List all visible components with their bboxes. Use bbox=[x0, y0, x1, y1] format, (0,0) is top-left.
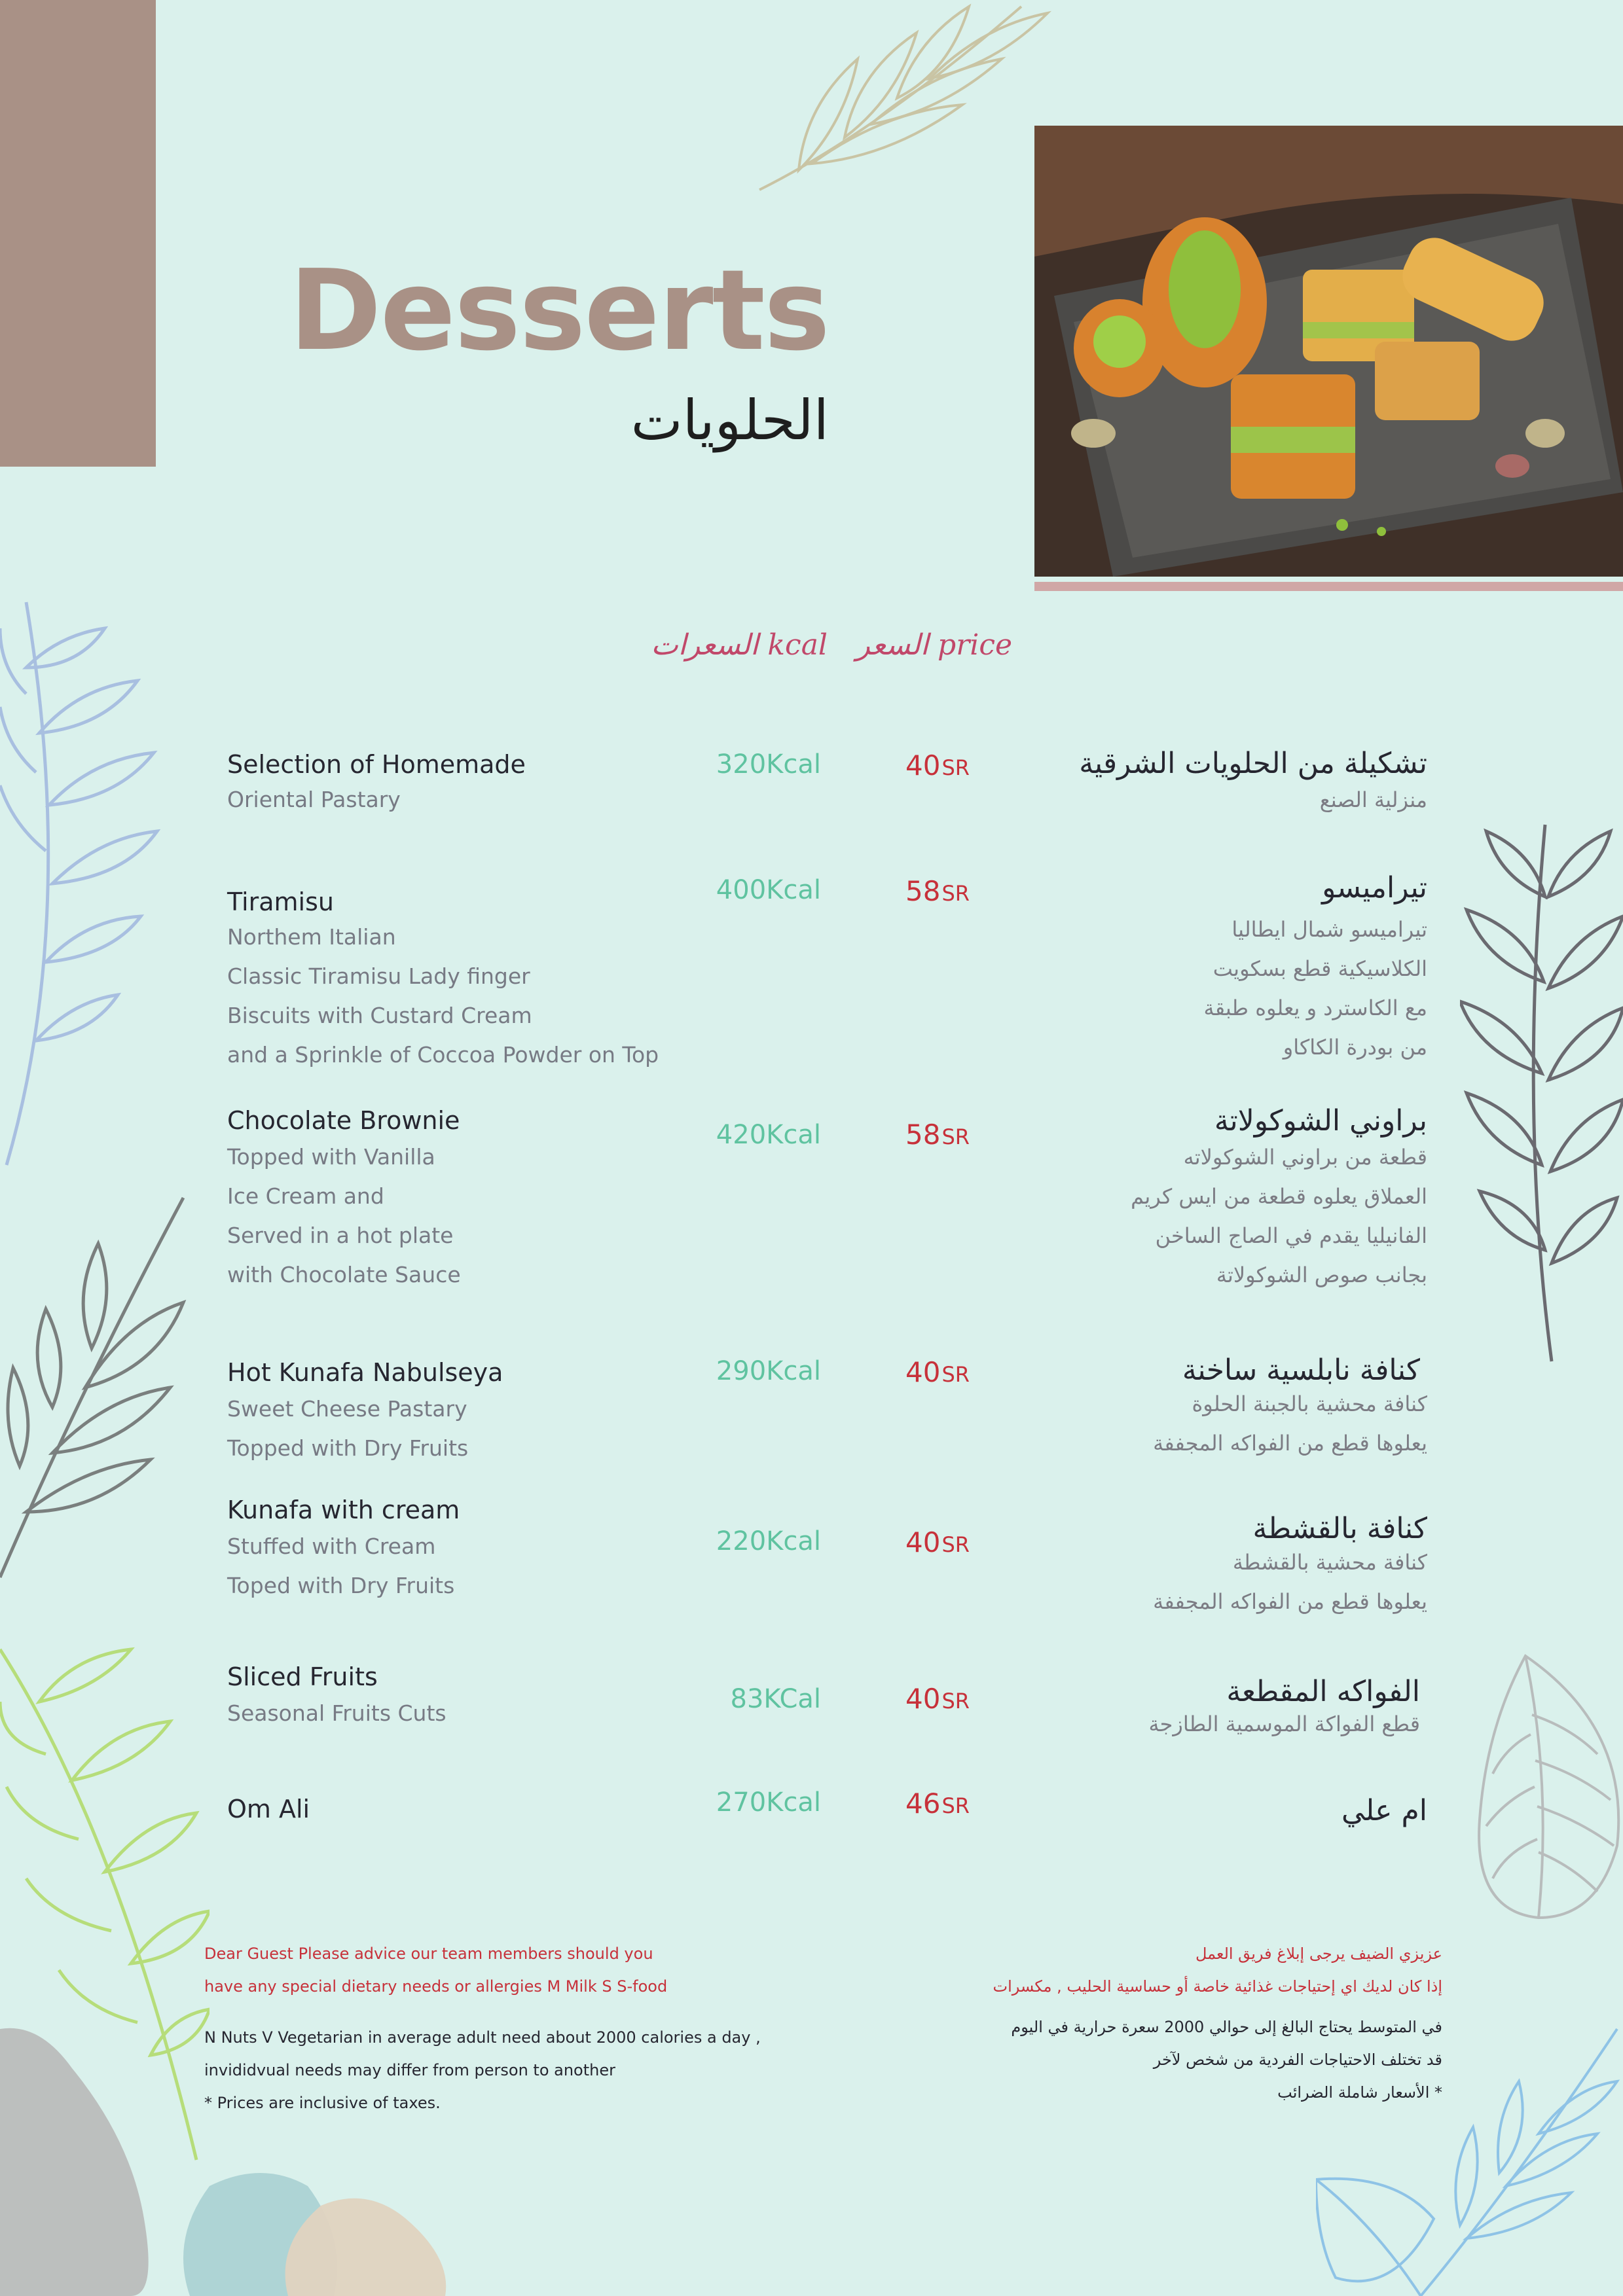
item-desc-ar-line: الفانيليا يقدم في الصاج الساخن bbox=[1155, 1223, 1427, 1248]
item-desc-en-line: Toped with Dry Fruits bbox=[227, 1573, 455, 1598]
left-gray-fern-decoration bbox=[0, 1172, 190, 1590]
item-kcal: 220Kcal bbox=[716, 1526, 821, 1556]
item-name-ar: كنافة بالقشطة bbox=[1252, 1512, 1427, 1545]
footer-line: في المتوسط يحتاج البالغ إلى حوالي 2000 سعرة حرارية في اليوم bbox=[1011, 2018, 1442, 2036]
item-desc-ar-line: من بودرة الكاكاو bbox=[1283, 1035, 1427, 1060]
item-name-en: Kunafa with cream bbox=[227, 1496, 460, 1524]
item-name-en: Sliced Fruits bbox=[227, 1662, 378, 1691]
item-desc-en-line: and a Sprinkle of Coccoa Powder on Top bbox=[227, 1042, 659, 1067]
item-kcal: 320Kcal bbox=[716, 749, 821, 780]
item-desc-ar bbox=[1153, 1384, 1427, 1463]
item-price bbox=[905, 1789, 970, 1820]
footer-line: * Prices are inclusive of taxes. bbox=[204, 2094, 441, 2112]
item-name-en: Hot Kunafa Nabulseya bbox=[227, 1358, 503, 1387]
item-desc-en-line: Served in a hot plate bbox=[227, 1223, 454, 1248]
left-blue-fern-decoration bbox=[0, 589, 170, 1178]
dessert-photo bbox=[1034, 126, 1623, 577]
item-desc-en-line: Oriental Pastary bbox=[227, 787, 401, 812]
item-desc-en-line: Northem Italian bbox=[227, 924, 396, 950]
currency: SR bbox=[941, 881, 970, 906]
item-desc-ar-line: مع الكاسترد و يعلوه طبقة bbox=[1203, 996, 1427, 1020]
item-desc-ar bbox=[1320, 780, 1427, 819]
photo-underline bbox=[1034, 582, 1623, 591]
item-desc-ar-line: قطع الفواكة الموسمية الطازجة bbox=[1148, 1712, 1420, 1736]
item-price bbox=[905, 1121, 970, 1151]
item-name-en: Chocolate Brownie bbox=[227, 1106, 460, 1135]
footer-line: N Nuts V Vegetarian in average adult need about 2000 calories a day , bbox=[204, 2028, 761, 2047]
currency: SR bbox=[941, 1362, 970, 1387]
item-name-en: Tiramisu bbox=[227, 888, 334, 916]
item-desc-en bbox=[227, 1694, 447, 1733]
footer-line: قد تختلف الاحتياجات الفردية من شخص لآخر bbox=[1153, 2051, 1442, 2069]
price-value: 40 bbox=[905, 1683, 941, 1715]
right-gray-fern-decoration bbox=[1460, 818, 1623, 1368]
accent-block bbox=[0, 0, 156, 467]
item-name-ar: الفواكه المقطعة bbox=[1226, 1675, 1420, 1708]
item-kcal: 400Kcal bbox=[716, 875, 821, 905]
price-value: 40 bbox=[905, 1356, 941, 1388]
currency: SR bbox=[941, 755, 970, 780]
item-desc-ar-line: كنافة محشية بالجبنة الحلوة bbox=[1192, 1391, 1427, 1416]
footer-line: عزيزي الضيف يرجى إبلاغ فريق العمل bbox=[1195, 1945, 1442, 1963]
item-price bbox=[905, 877, 970, 908]
item-desc-ar-line: قطعة من براوني الشوكولاته bbox=[1183, 1145, 1427, 1170]
item-name-en: Om Ali bbox=[227, 1795, 310, 1823]
item-desc-en-line: Classic Tiramisu Lady finger bbox=[227, 963, 530, 989]
item-desc-ar bbox=[1131, 1138, 1427, 1295]
footer-line: * الأسعار شاملة الضرائب bbox=[1277, 2083, 1442, 2102]
item-name-ar: تشكيلة من الحلويات الشرقية bbox=[1079, 747, 1427, 780]
footer-line: Dear Guest Please advice our team members should you bbox=[204, 1945, 653, 1963]
item-name-ar: كنافة نابلسية ساخنة bbox=[1182, 1354, 1420, 1387]
item-name-ar: تيراميسو bbox=[1322, 871, 1427, 905]
item-desc-en bbox=[227, 1527, 454, 1605]
item-name-ar: براوني الشوكولاتة bbox=[1214, 1104, 1427, 1138]
item-price bbox=[905, 1358, 970, 1389]
item-desc-ar bbox=[1148, 1704, 1420, 1744]
item-name-en: Selection of Homemade bbox=[227, 750, 526, 779]
price-value: 58 bbox=[905, 875, 941, 907]
page-title: Desserts bbox=[289, 246, 829, 376]
kcal-column-header: kcal السعرات bbox=[651, 628, 828, 662]
price-column-header: price السعر bbox=[856, 628, 1012, 662]
currency: SR bbox=[941, 1689, 970, 1713]
item-desc-en bbox=[227, 780, 401, 819]
item-desc-en-line: with Chocolate Sauce bbox=[227, 1262, 461, 1287]
footer-notice-en bbox=[204, 1937, 667, 2003]
price-value: 40 bbox=[905, 749, 941, 781]
currency: SR bbox=[941, 1124, 970, 1149]
item-desc-en bbox=[227, 1390, 468, 1468]
footer-info-ar bbox=[1011, 2011, 1442, 2109]
item-price bbox=[905, 1685, 970, 1715]
item-desc-ar bbox=[1204, 910, 1427, 1067]
item-kcal: 420Kcal bbox=[716, 1120, 821, 1150]
item-desc-en-line: Biscuits with Custard Cream bbox=[227, 1003, 532, 1028]
item-desc-en-line: Topped with Vanilla bbox=[227, 1144, 435, 1170]
item-desc-ar-line: بجانب صوص الشوكولاتة bbox=[1216, 1263, 1427, 1287]
item-desc-ar bbox=[1153, 1543, 1427, 1621]
item-price bbox=[905, 751, 970, 782]
footer-info-en bbox=[204, 2021, 761, 2119]
item-kcal: 270Kcal bbox=[716, 1787, 821, 1818]
item-desc-ar-line: يعلوها قطع من الفواكه المجففة bbox=[1153, 1431, 1427, 1456]
item-desc-en-line: Sweet Cheese Pastary bbox=[227, 1396, 467, 1422]
item-desc-ar-line: منزلية الصنع bbox=[1319, 787, 1427, 812]
footer-line: have any special dietary needs or allergies M Milk S S-food bbox=[204, 1977, 668, 1996]
footer-line: invididvual needs may differ from person to another bbox=[204, 2061, 615, 2079]
price-value: 40 bbox=[905, 1526, 941, 1558]
footer-line: إذا كان لديك اي إحتياجات غذائية خاصة أو حساسية الحليب , مكسرات bbox=[993, 1977, 1442, 1996]
item-kcal: 290Kcal bbox=[716, 1356, 821, 1386]
footer-notice-ar bbox=[993, 1937, 1442, 2003]
item-desc-ar-line: كنافة محشية بالقشطة bbox=[1232, 1550, 1427, 1575]
item-desc-ar-line: الكلاسيكية قطع بسكويت bbox=[1213, 956, 1427, 981]
item-desc-en-line: Seasonal Fruits Cuts bbox=[227, 1700, 447, 1726]
item-desc-ar-line: العملاق يعلوه قطعة من ايس كريم bbox=[1131, 1184, 1427, 1209]
item-desc-en-line: Topped with Dry Fruits bbox=[227, 1435, 469, 1461]
item-desc-en bbox=[227, 1138, 461, 1295]
item-name-ar: ام علي bbox=[1341, 1794, 1427, 1827]
price-value: 58 bbox=[905, 1119, 941, 1151]
right-gray-leaf-decoration bbox=[1467, 1649, 1623, 1924]
item-desc-ar-line: تيراميسو شمال ايطاليا bbox=[1231, 917, 1427, 942]
item-desc-en bbox=[227, 918, 659, 1075]
item-desc-en-line: Ice Cream and bbox=[227, 1183, 384, 1209]
item-price bbox=[905, 1528, 970, 1559]
price-value: 46 bbox=[905, 1787, 941, 1820]
item-kcal: 83KCal bbox=[730, 1684, 821, 1714]
item-desc-en-line: Stuffed with Cream bbox=[227, 1534, 436, 1559]
page-title-arabic: الحلويات bbox=[630, 388, 829, 452]
currency: SR bbox=[941, 1532, 970, 1557]
item-desc-ar-line: يعلوها قطع من الفواكه المجففة bbox=[1153, 1589, 1427, 1614]
currency: SR bbox=[941, 1793, 970, 1818]
